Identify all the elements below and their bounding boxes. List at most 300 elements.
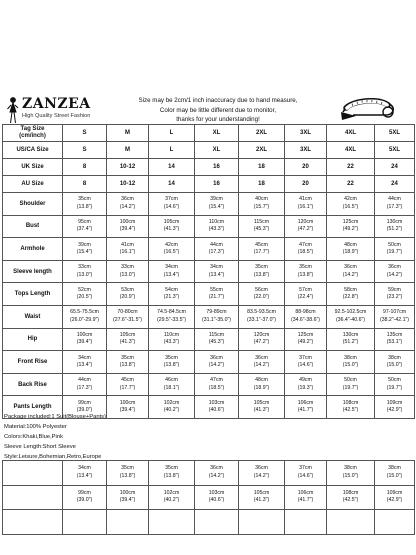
cm-value: 65.5-75.5cm xyxy=(70,309,99,316)
inch-value: (15.0") xyxy=(342,361,359,368)
inch-value: (13.0") xyxy=(76,271,93,278)
inch-value: (45.3") xyxy=(208,339,225,346)
size-cell: 3XL xyxy=(285,142,327,159)
inch-value: (42.9") xyxy=(386,407,403,414)
inch-value: (18.9") xyxy=(253,384,270,391)
size-cell: 16 xyxy=(195,176,239,193)
inch-value: (13.8") xyxy=(253,271,270,278)
inch-value: (41.3") xyxy=(163,226,180,233)
measurement-cell xyxy=(285,215,327,238)
cm-value: 44cm xyxy=(78,377,91,384)
inch-value: (13.0") xyxy=(119,271,136,278)
size-cell: 20 xyxy=(285,159,327,176)
brand-name: ZANZEA xyxy=(22,96,91,112)
inch-value: (20.9") xyxy=(119,294,136,301)
cm-value: 130cm xyxy=(386,218,403,225)
cm-value: 35cm xyxy=(78,196,91,203)
table-row xyxy=(3,305,415,328)
inch-value: (23.2") xyxy=(386,294,403,301)
measurement-cell xyxy=(63,510,107,535)
inch-value: (41.3") xyxy=(253,497,270,504)
measurement-cell xyxy=(195,260,239,283)
cm-value: 115cm xyxy=(253,218,270,225)
inch-value: (42.5") xyxy=(342,407,359,414)
inch-value: (43.3") xyxy=(163,339,180,346)
size-cell: XL xyxy=(195,142,239,159)
inch-value: (13.8") xyxy=(76,203,93,210)
cm-value: 88-98cm xyxy=(295,309,316,316)
inch-value: (47.2") xyxy=(253,339,270,346)
measurement-cell xyxy=(149,461,195,486)
row-label: AU Size xyxy=(3,176,63,193)
cm-value: 105cm xyxy=(119,331,136,338)
measurement-cell xyxy=(375,305,415,328)
cm-value: 49cm xyxy=(299,377,312,384)
cm-value: 109cm xyxy=(386,489,403,496)
size-cell: 24 xyxy=(375,159,415,176)
header-size-cell: 3XL xyxy=(285,125,327,142)
inch-value: (21.7") xyxy=(208,294,225,301)
measurement-cell xyxy=(375,373,415,396)
cm-value: 100cm xyxy=(119,218,136,225)
detail-line: Colors:Khaki,Blue,Pink xyxy=(4,434,63,440)
cm-value: 36cm xyxy=(255,354,268,361)
row-label: UK Size xyxy=(3,159,63,176)
measurement-cell xyxy=(63,283,107,306)
inch-value: (41.7") xyxy=(297,497,314,504)
inch-value: (13.8") xyxy=(163,472,180,479)
cm-value: 125cm xyxy=(342,218,359,225)
size-cell: 10-12 xyxy=(107,176,149,193)
cm-value: 35cm xyxy=(255,264,268,271)
cm-value: 42cm xyxy=(344,196,357,203)
measurement-cell xyxy=(107,461,149,486)
inch-value: (14.2") xyxy=(253,472,270,479)
measurement-cell xyxy=(285,351,327,374)
cm-value: 57cm xyxy=(299,286,312,293)
measurement-cell xyxy=(285,193,327,216)
cm-value: 108cm xyxy=(342,399,359,406)
inch-value: (14.2") xyxy=(208,472,225,479)
cm-value: 36cm xyxy=(255,465,268,472)
cm-value: 47cm xyxy=(210,377,223,384)
cm-value: 35cm xyxy=(121,465,134,472)
inch-value: (19.7") xyxy=(386,248,403,255)
inch-value: (13.8") xyxy=(297,271,314,278)
inch-value: (17.7") xyxy=(253,248,270,255)
table-row xyxy=(3,215,415,238)
inch-value: (13.4") xyxy=(76,361,93,368)
cm-value: 40cm xyxy=(255,196,268,203)
cm-value: 97-107cm xyxy=(382,309,407,316)
measurement-cell xyxy=(195,283,239,306)
detail-line: Style:Leisure,Bohemian,Retro,Europe xyxy=(4,454,102,460)
inch-value: (13.8") xyxy=(163,361,180,368)
inch-value: (18.5") xyxy=(297,248,314,255)
size-cell: 18 xyxy=(239,159,285,176)
cm-value: 58cm xyxy=(344,286,357,293)
inch-value: (14.2") xyxy=(253,361,270,368)
size-cell: 14 xyxy=(149,176,195,193)
table-row xyxy=(3,238,415,261)
cm-value: 74.5-84.5cm xyxy=(157,309,186,316)
row-label xyxy=(3,510,63,535)
measurement-cell xyxy=(327,373,375,396)
header-size-cell: 4XL xyxy=(327,125,375,142)
inch-value: (33.1"-37.0") xyxy=(246,316,277,323)
measurement-cell xyxy=(375,215,415,238)
row-label: Armhole xyxy=(3,238,63,261)
row-label: Back Rise xyxy=(3,373,63,396)
header-size-cell: 2XL xyxy=(239,125,285,142)
size-cell: 16 xyxy=(195,159,239,176)
cm-value: 103cm xyxy=(208,399,225,406)
measurement-cell xyxy=(149,260,195,283)
inch-value: (15.4") xyxy=(76,248,93,255)
inch-value: (13.4") xyxy=(208,271,225,278)
size-row xyxy=(3,142,415,159)
measurement-cell xyxy=(149,373,195,396)
measurement-cell xyxy=(63,215,107,238)
inch-value: (18.5") xyxy=(208,384,225,391)
measurement-cell xyxy=(63,373,107,396)
inch-value: (40.6") xyxy=(208,407,225,414)
size-row xyxy=(3,159,415,176)
cm-value: 110cm xyxy=(163,331,180,338)
measurement-cell xyxy=(375,238,415,261)
size-cell: 22 xyxy=(327,159,375,176)
measurement-cell xyxy=(107,193,149,216)
measurement-cell xyxy=(285,485,327,510)
cm-value: 36cm xyxy=(210,354,223,361)
cm-value: 50cm xyxy=(388,241,401,248)
notice-line: Size may be 2cm/1 inch inaccuracy due to hand measure, xyxy=(138,97,298,104)
row-label: Hip xyxy=(3,328,63,351)
measurement-cell xyxy=(327,260,375,283)
measurement-cell xyxy=(327,283,375,306)
table-row xyxy=(3,510,415,535)
measurement-cell xyxy=(149,351,195,374)
cm-value: 59cm xyxy=(388,286,401,293)
inch-value: (14.2") xyxy=(208,361,225,368)
measurement-cell xyxy=(149,215,195,238)
row-label: US/CA Size xyxy=(3,142,63,159)
measurement-cell xyxy=(375,485,415,510)
cm-value: 35cm xyxy=(299,264,312,271)
inch-value: (21.3") xyxy=(163,294,180,301)
inch-value: (49.2") xyxy=(297,339,314,346)
header-label-line: (cm/inch) xyxy=(19,133,46,139)
cm-value: 44cm xyxy=(388,196,401,203)
measurement-cell xyxy=(375,396,415,419)
inch-value: (16.1") xyxy=(119,248,136,255)
cm-value: 48cm xyxy=(344,241,357,248)
cm-value: 120cm xyxy=(297,218,314,225)
measurement-cell xyxy=(107,510,149,535)
measurement-cell xyxy=(239,510,285,535)
inch-value: (36.4"-40.6") xyxy=(335,316,366,323)
cm-value: 34cm xyxy=(78,354,91,361)
inch-value: (15.4") xyxy=(208,203,225,210)
measurement-cell xyxy=(285,373,327,396)
size-cell: 4XL xyxy=(327,142,375,159)
cm-value: 106cm xyxy=(297,489,314,496)
measurement-cell xyxy=(195,238,239,261)
cm-value: 108cm xyxy=(342,489,359,496)
size-cell: 24 xyxy=(375,176,415,193)
inch-value: (39.4") xyxy=(119,226,136,233)
cm-value: 105cm xyxy=(253,489,270,496)
inch-value: (13.8") xyxy=(119,472,136,479)
measurement-cell xyxy=(63,238,107,261)
size-cell: 22 xyxy=(327,176,375,193)
inch-value: (17.3") xyxy=(76,384,93,391)
measurement-cell xyxy=(195,193,239,216)
cm-value: 100cm xyxy=(119,399,136,406)
measurement-cell xyxy=(239,461,285,486)
table-row xyxy=(3,193,415,216)
cm-value: 53cm xyxy=(121,286,134,293)
product-details xyxy=(4,412,304,462)
measurement-cell xyxy=(239,351,285,374)
cm-value: 38cm xyxy=(344,465,357,472)
cm-value: 92.5-102.5cm xyxy=(334,309,367,316)
cm-value: 36cm xyxy=(388,264,401,271)
inch-value: (13.4") xyxy=(163,271,180,278)
inch-value: (39.0") xyxy=(76,407,93,414)
inch-value: (14.2") xyxy=(342,271,359,278)
measurement-cell xyxy=(195,485,239,510)
measurement-cell xyxy=(285,328,327,351)
inch-value: (41.3") xyxy=(253,407,270,414)
table-row xyxy=(3,373,415,396)
measurement-cell xyxy=(63,305,107,328)
cm-value: 106cm xyxy=(297,399,314,406)
measurement-cell xyxy=(63,328,107,351)
measurement-cell xyxy=(63,260,107,283)
cm-value: 47cm xyxy=(299,241,312,248)
size-cell: 20 xyxy=(285,176,327,193)
row-label: Shoulder xyxy=(3,193,63,216)
cm-value: 110cm xyxy=(208,218,225,225)
table-row xyxy=(3,283,415,306)
measurement-cell xyxy=(239,260,285,283)
measurement-cell xyxy=(327,215,375,238)
measurement-cell xyxy=(285,305,327,328)
cm-value: 45cm xyxy=(255,241,268,248)
inch-value: (41.7") xyxy=(297,407,314,414)
cm-value: 56cm xyxy=(255,286,268,293)
size-cell: 8 xyxy=(63,159,107,176)
measurement-cell xyxy=(327,193,375,216)
row-label xyxy=(3,485,63,510)
inch-value: (22.0") xyxy=(253,294,270,301)
measurement-cell xyxy=(285,260,327,283)
cm-value: 52cm xyxy=(78,286,91,293)
measurement-cell xyxy=(327,328,375,351)
cm-value: 54cm xyxy=(165,286,178,293)
cm-value: 70-80cm xyxy=(117,309,138,316)
inch-value: (31.1"-35.0") xyxy=(201,316,232,323)
measurement-cell xyxy=(375,351,415,374)
detail-line: Package included:1 Suit(Blouse+Pants) xyxy=(4,414,106,420)
header-size-cell: M xyxy=(107,125,149,142)
cm-value: 33cm xyxy=(121,264,134,271)
size-cell: S xyxy=(63,142,107,159)
row-label: Bust xyxy=(3,215,63,238)
measurement-cell xyxy=(239,373,285,396)
inch-value: (40.6") xyxy=(208,497,225,504)
cm-value: 55cm xyxy=(210,286,223,293)
inch-value: (27.6"-31.5") xyxy=(112,316,143,323)
inch-value: (15.0") xyxy=(386,361,403,368)
inch-value: (29.5"-33.5") xyxy=(156,316,187,323)
cm-value: 37cm xyxy=(165,196,178,203)
measurement-cell xyxy=(107,373,149,396)
size-cell: 18 xyxy=(239,176,285,193)
cm-value: 44cm xyxy=(210,241,223,248)
cm-value: 38cm xyxy=(388,354,401,361)
inch-value: (51.2") xyxy=(342,339,359,346)
cm-value: 105cm xyxy=(163,218,180,225)
cm-value: 37cm xyxy=(299,465,312,472)
measurement-cell xyxy=(149,328,195,351)
cm-value: 35cm xyxy=(121,354,134,361)
inch-value: (17.3") xyxy=(386,203,403,210)
detail-line: Sleeve Length:Short Sleeve xyxy=(4,444,76,450)
cm-value: 48cm xyxy=(255,377,268,384)
cm-value: 34cm xyxy=(165,264,178,271)
measurement-cell xyxy=(107,351,149,374)
inch-value: (39.4") xyxy=(119,497,136,504)
inch-value: (16.5") xyxy=(342,203,359,210)
inch-value: (17.3") xyxy=(208,248,225,255)
size-cell: L xyxy=(149,142,195,159)
inch-value: (38.2"-42.1") xyxy=(379,316,410,323)
measurement-cell xyxy=(195,305,239,328)
cm-value: 100cm xyxy=(76,331,93,338)
size-cell: 8 xyxy=(63,176,107,193)
cm-value: 120cm xyxy=(253,331,270,338)
measurement-cell xyxy=(239,215,285,238)
cm-value: 100cm xyxy=(119,489,136,496)
measurement-cell xyxy=(327,510,375,535)
measurement-cell xyxy=(63,351,107,374)
cm-value: 36cm xyxy=(344,264,357,271)
header-label-line: Tag Size xyxy=(20,125,45,132)
cm-value: 35cm xyxy=(165,465,178,472)
measurement-cell xyxy=(195,510,239,535)
table-header-row xyxy=(3,125,415,142)
measurement-cell xyxy=(149,193,195,216)
cm-value: 39cm xyxy=(210,196,223,203)
measurement-cell xyxy=(149,283,195,306)
inch-value: (53.1") xyxy=(386,339,403,346)
inch-value: (18.9") xyxy=(342,248,359,255)
cm-value: 45cm xyxy=(121,377,134,384)
inch-value: (14.2") xyxy=(119,203,136,210)
measurement-cell xyxy=(285,510,327,535)
cm-value: 102cm xyxy=(163,399,180,406)
inch-value: (14.6") xyxy=(297,361,314,368)
measurement-cell xyxy=(239,283,285,306)
measurement-cell xyxy=(375,283,415,306)
measurement-cell xyxy=(149,238,195,261)
table-row xyxy=(3,485,415,510)
inch-value: (20.5") xyxy=(76,294,93,301)
cm-value: 102cm xyxy=(163,489,180,496)
brand-tagline: High Quality Street Fashion xyxy=(22,113,91,119)
inch-value: (39.0") xyxy=(76,497,93,504)
inch-value: (37.4") xyxy=(76,226,93,233)
cm-value: 125cm xyxy=(297,331,314,338)
measurement-cell xyxy=(239,485,285,510)
measurement-cell xyxy=(239,305,285,328)
inch-value: (13.8") xyxy=(119,361,136,368)
cm-value: 41cm xyxy=(299,196,312,203)
measurement-cell xyxy=(63,485,107,510)
table-row xyxy=(3,328,415,351)
inch-value: (15.0") xyxy=(386,472,403,479)
header xyxy=(0,0,416,124)
row-label xyxy=(3,461,63,486)
measurement-cell xyxy=(63,193,107,216)
measurement-cell xyxy=(107,305,149,328)
measurement-cell xyxy=(285,238,327,261)
measurement-cell xyxy=(195,373,239,396)
measurement-cell xyxy=(327,351,375,374)
measurement-cell xyxy=(107,328,149,351)
size-cell: 10-12 xyxy=(107,159,149,176)
cm-value: 50cm xyxy=(388,377,401,384)
size-cell: 2XL xyxy=(239,142,285,159)
measurement-cell xyxy=(239,193,285,216)
measurement-cell xyxy=(149,485,195,510)
measurement-cell xyxy=(285,461,327,486)
measurement-cell xyxy=(195,328,239,351)
cm-value: 35cm xyxy=(165,354,178,361)
size-cell: 14 xyxy=(149,159,195,176)
inch-value: (39.4") xyxy=(119,407,136,414)
inch-value: (14.2") xyxy=(386,271,403,278)
inch-value: (15.7") xyxy=(253,203,270,210)
inch-value: (22.4") xyxy=(297,294,314,301)
inch-value: (39.4") xyxy=(76,339,93,346)
inch-value: (19.7") xyxy=(386,384,403,391)
inch-value: (22.8") xyxy=(342,294,359,301)
inch-value: (47.2") xyxy=(297,226,314,233)
measurement-cell xyxy=(149,510,195,535)
size-chart-table xyxy=(2,124,415,419)
inch-value: (26.0"-29.9") xyxy=(69,316,100,323)
cm-value: 46cm xyxy=(165,377,178,384)
table-row xyxy=(3,461,415,486)
notice-line: thanks for your understanding! xyxy=(176,116,260,123)
cm-value: 34cm xyxy=(210,264,223,271)
size-row xyxy=(3,176,415,193)
cm-value: 39cm xyxy=(78,241,91,248)
header-size-cell: 5XL xyxy=(375,125,415,142)
measurement-cell xyxy=(327,461,375,486)
cm-value: 36cm xyxy=(210,465,223,472)
inch-value: (34.6"-38.6") xyxy=(290,316,321,323)
row-label: Pants Length xyxy=(3,396,63,419)
cm-value: 42cm xyxy=(165,241,178,248)
cm-value: 95cm xyxy=(78,218,91,225)
measurement-cell xyxy=(107,283,149,306)
inch-value: (19.7") xyxy=(342,384,359,391)
row-label: Tops Length xyxy=(3,283,63,306)
